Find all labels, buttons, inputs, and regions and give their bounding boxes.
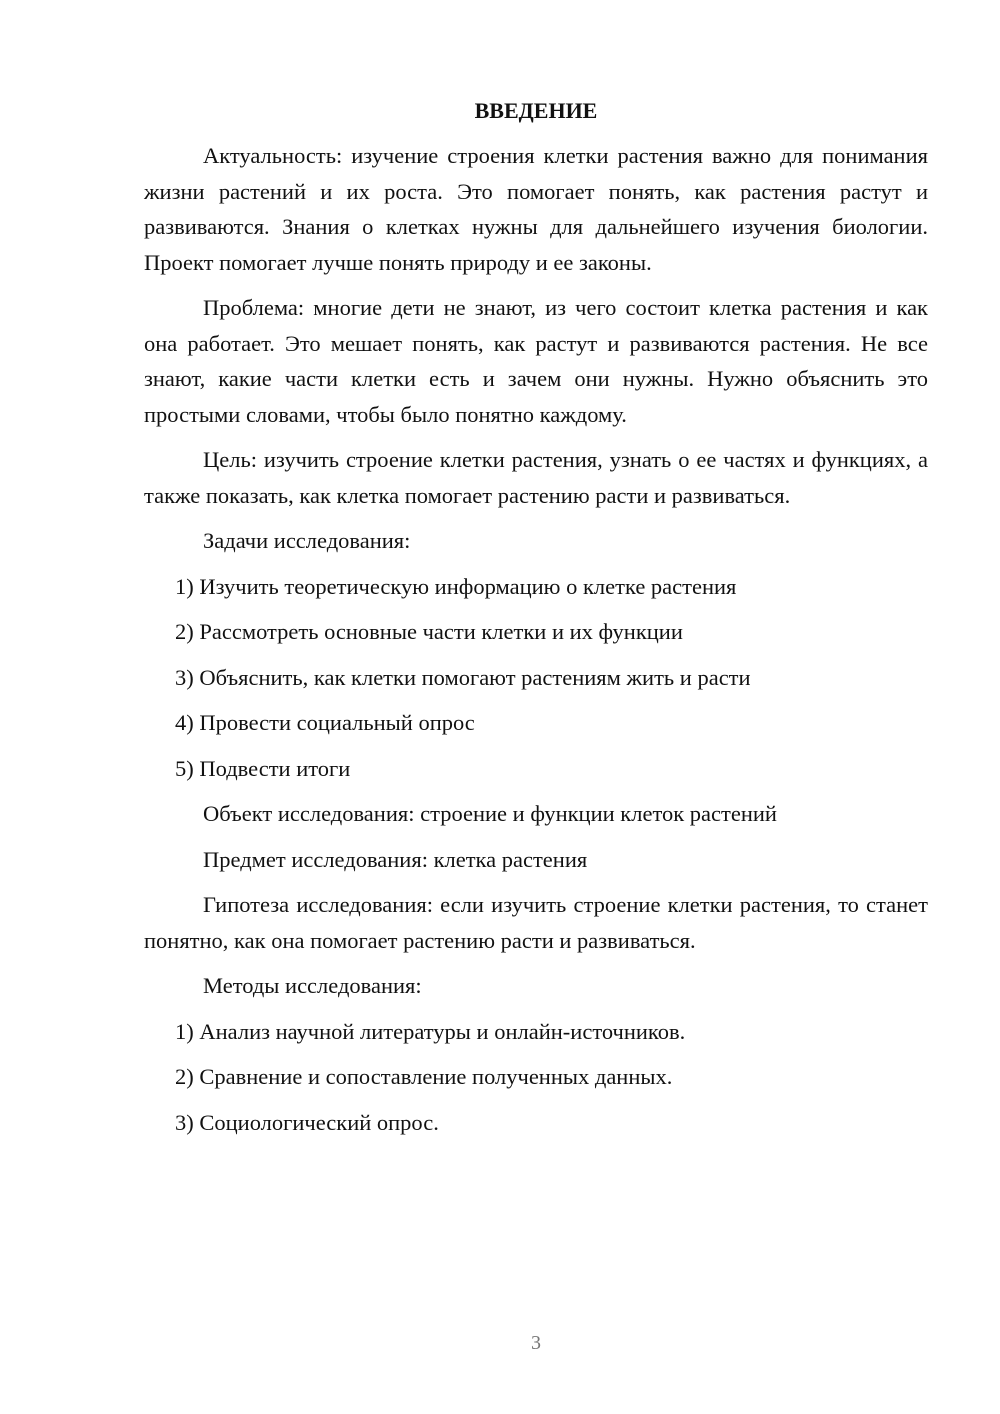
task-item: 1) Изучить теоретическую информацию о клетке растения	[175, 573, 737, 599]
task-item: 3) Объяснить, как клетки помогают растениям жить и расти	[175, 664, 751, 690]
page-body	[144, 94, 928, 1150]
page-title: ВВЕДЕНИЕ	[474, 98, 598, 123]
task-item: 4) Провести социальный опрос	[175, 710, 475, 735]
task-item: 2) Рассмотреть основные части клетки и их функции	[175, 619, 683, 644]
relevance-paragraph: Актуальность: изучение строения клетки растения важно для понимания жизни растений и их роста. Это помогает понять, как растения растут и развиваются. Знания о клетках нужны для дальнейшего изучения биологии. Проект помогает лучше понять природу и ее законы.	[144, 143, 928, 275]
problem-paragraph: Проблема: многие дети не знают, из чего состоит клетка растения и как она работает. Это мешает понять, как растут и развиваются растения. Не все знают, какие части клетки есть и зачем они нужны. Нужно объяснить это простыми словами, чтобы было понятно каждому.	[144, 295, 928, 427]
research-object: Объект исследования: строение и функции клеток растений	[203, 801, 777, 826]
tasks-heading: Задачи исследования:	[203, 528, 411, 553]
methods-heading: Методы исследования:	[203, 973, 422, 998]
method-item: 3) Социологический опрос.	[175, 1109, 439, 1135]
research-subject: Предмет исследования: клетка растения	[203, 846, 588, 872]
tasks-list	[144, 569, 928, 787]
method-item: 1) Анализ научной литературы и онлайн-источников.	[175, 1018, 686, 1044]
page-number: 3	[531, 1332, 541, 1354]
method-item: 2) Сравнение и сопоставление полученных данных.	[175, 1064, 673, 1089]
goal-paragraph: Цель: изучить строение клетки растения, узнать о ее частях и функциях, а также показать, как клетка помогает растению расти и развиваться.	[144, 447, 928, 508]
task-item: 5) Подвести итоги	[175, 755, 351, 781]
methods-list	[144, 1014, 928, 1141]
hypothesis-paragraph: Гипотеза исследования: если изучить строение клетки растения, то станет понятно, как она помогает растению расти и развиваться.	[144, 892, 928, 953]
